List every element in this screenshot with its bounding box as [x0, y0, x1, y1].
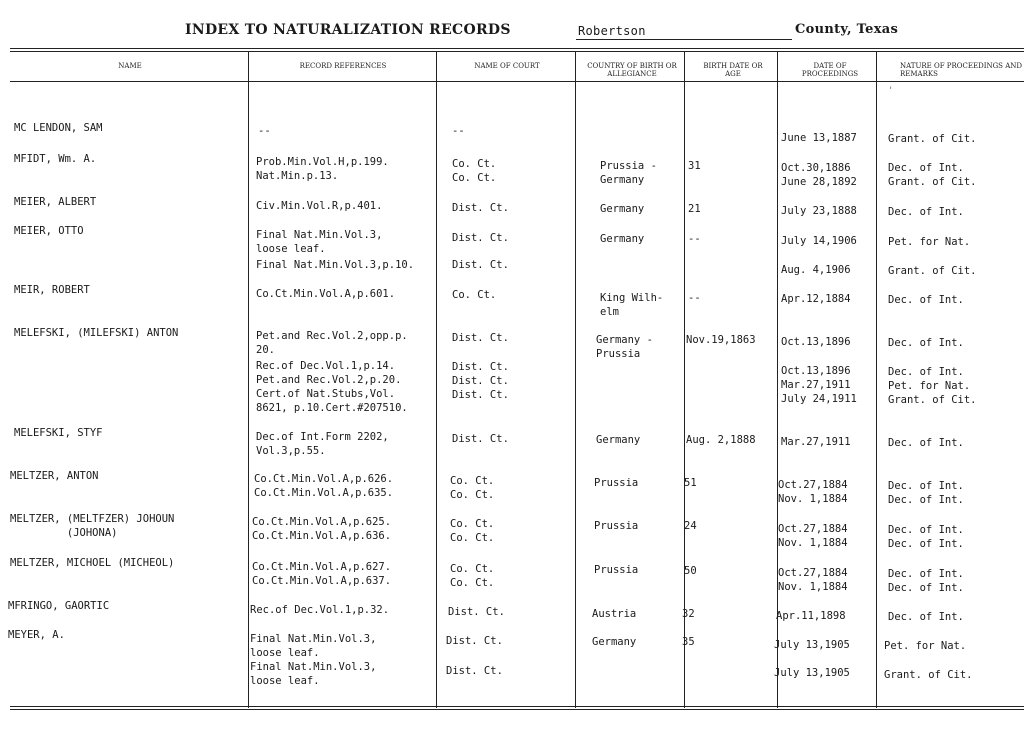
record-date: July 13,1905	[774, 639, 850, 651]
record-date: Oct.13,1896	[781, 365, 851, 377]
record-reference: Co.Ct.Min.Vol.A,p.625.	[252, 516, 392, 528]
record-reference: Final Nat.Min.Vol.3, loose leaf.	[250, 633, 377, 659]
record-country: Prussia	[594, 520, 639, 532]
record-date: Oct.30,1886	[781, 162, 851, 174]
record-country: Prussia - Germany	[600, 160, 657, 186]
record-reference: Cert.of Nat.Stubs,Vol. 8621, p.10.Cert.#207510.	[256, 388, 408, 414]
record-date: Nov. 1,1884	[778, 493, 848, 505]
record-name: MFIDT, Wm. A.	[14, 153, 97, 165]
record-birth: 51	[684, 477, 697, 489]
record-country: Prussia	[594, 564, 639, 576]
record-date: July 24,1911	[781, 393, 857, 405]
record-reference: Pet.and Rec.Vol.2,opp.p. 20.	[256, 330, 408, 356]
county-name: Robertson	[578, 24, 646, 38]
record-nature: Grant. of Cit.	[888, 394, 977, 406]
column-header-country: COUNTRY OF BIRTH OR ALLEGIANCE	[587, 62, 677, 78]
record-birth: 24	[684, 520, 697, 532]
record-reference: Co.Ct.Min.Vol.A,p.601.	[256, 288, 396, 300]
record-court: --	[452, 125, 465, 137]
table-top-rule	[10, 48, 1024, 49]
record-birth: Aug. 2,1888	[686, 434, 756, 446]
record-nature: Pet. for Nat.	[884, 640, 967, 652]
record-name: MFRINGO, GAORTIC	[8, 600, 110, 612]
record-birth: 50	[684, 565, 697, 577]
record-nature: Pet. for Nat.	[888, 380, 971, 392]
column-divider	[876, 52, 877, 708]
record-reference: Final Nat.Min.Vol.3, loose leaf.	[256, 229, 383, 255]
record-nature: Dec. of Int.	[888, 162, 964, 174]
record-court: Dist. Ct.	[452, 202, 509, 214]
record-court: Dist. Ct.	[452, 375, 509, 387]
record-reference: Dec.of Int.Form 2202, Vol.3,p.55.	[256, 431, 389, 457]
county-suffix: County, Texas	[795, 22, 899, 37]
record-birth: 31	[688, 160, 701, 172]
record-nature: Dec. of Int.	[888, 294, 964, 306]
record-court: Dist. Ct.	[452, 232, 509, 244]
stray-mark: '	[888, 86, 894, 96]
record-date: July 14,1906	[781, 235, 857, 247]
record-court: Dist. Ct.	[446, 665, 503, 677]
record-name: MEIER, ALBERT	[14, 196, 97, 208]
record-court: Dist. Ct.	[452, 332, 509, 344]
column-header-nature: NATURE OF PROCEEDINGS AND REMARKS	[900, 62, 1022, 78]
record-reference: Co.Ct.Min.Vol.A,p.635.	[254, 487, 394, 499]
record-reference: Prob.Min.Vol.H,p.199.	[256, 156, 389, 168]
record-nature: Pet. for Nat.	[888, 236, 971, 248]
record-country: Germany	[592, 636, 637, 648]
record-nature: Dec. of Int.	[888, 582, 964, 594]
record-birth: 32	[682, 608, 695, 620]
record-date: Mar.27,1911	[781, 436, 851, 448]
record-reference: --	[258, 125, 271, 137]
record-court: Co. Ct.	[452, 172, 497, 184]
table-bottom-rule	[10, 706, 1024, 707]
record-nature: Grant. of Cit.	[884, 669, 973, 681]
record-court: Co. Ct.	[450, 577, 495, 589]
record-court: Co. Ct.	[450, 518, 495, 530]
record-reference: Rec.of Dec.Vol.1,p.32.	[250, 604, 390, 616]
record-birth: --	[688, 292, 701, 304]
column-header-name: NAME	[118, 62, 142, 70]
record-birth: Nov.19,1863	[686, 334, 756, 346]
record-nature: Dec. of Int.	[888, 366, 964, 378]
record-reference: Final Nat.Min.Vol.3,p.10.	[256, 259, 415, 271]
record-country: Prussia	[594, 477, 639, 489]
record-nature: Dec. of Int.	[888, 480, 964, 492]
column-header-court: NAME OF COURT	[474, 62, 540, 70]
record-name: MELTZER, MICHOEL (MICHEOL)	[10, 557, 175, 569]
record-nature: Dec. of Int.	[888, 568, 964, 580]
record-reference: Co.Ct.Min.Vol.A,p.626.	[254, 473, 394, 485]
record-nature: Dec. of Int.	[888, 337, 964, 349]
record-date: June 13,1887	[781, 132, 857, 144]
record-nature: Dec. of Int.	[888, 538, 964, 550]
record-country: Germany	[600, 233, 645, 245]
record-date: June 28,1892	[781, 176, 857, 188]
record-birth: --	[688, 233, 701, 245]
record-court: Co. Ct.	[450, 563, 495, 575]
record-nature: Grant. of Cit.	[888, 133, 977, 145]
record-country: Germany	[596, 434, 641, 446]
record-nature: Dec. of Int.	[888, 524, 964, 536]
column-header-birth: BIRTH DATE OR AGE	[703, 62, 763, 78]
record-court: Dist. Ct.	[452, 259, 509, 271]
record-date: Nov. 1,1884	[778, 537, 848, 549]
record-reference: Nat.Min.p.13.	[256, 170, 339, 182]
record-reference: Pet.and Rec.Vol.2,p.20.	[256, 374, 402, 386]
record-nature: Grant. of Cit.	[888, 265, 977, 277]
record-reference: Civ.Min.Vol.R,p.401.	[256, 200, 383, 212]
record-birth: 35	[682, 636, 695, 648]
record-reference: Rec.of Dec.Vol.1,p.14.	[256, 360, 396, 372]
record-country: Austria	[592, 608, 637, 620]
record-name: MC LENDON, SAM	[14, 122, 103, 134]
record-date: July 13,1905	[774, 667, 850, 679]
record-country: King Wilh- elm	[600, 292, 664, 318]
record-name: MELEFSKI, (MILEFSKI) ANTON	[14, 327, 179, 339]
record-date: Oct.27,1884	[778, 567, 848, 579]
table-top-rule-inner	[10, 51, 1024, 52]
record-date: Mar.27,1911	[781, 379, 851, 391]
record-name: MELEFSKI, STYF	[14, 427, 103, 439]
record-nature: Dec. of Int.	[888, 611, 964, 623]
record-nature: Grant. of Cit.	[888, 176, 977, 188]
header-bottom-rule	[10, 81, 1024, 82]
record-reference: Co.Ct.Min.Vol.A,p.627.	[252, 561, 392, 573]
record-country: Germany	[600, 203, 645, 215]
record-date: Nov. 1,1884	[778, 581, 848, 593]
record-date: Oct.13,1896	[781, 336, 851, 348]
column-divider	[436, 52, 437, 708]
record-date: Oct.27,1884	[778, 523, 848, 535]
record-court: Dist. Ct.	[452, 433, 509, 445]
record-court: Co. Ct.	[450, 489, 495, 501]
record-date: Aug. 4,1906	[781, 264, 851, 276]
county-underline	[576, 39, 792, 40]
column-header-record-references: RECORD REFERENCES	[299, 62, 387, 70]
record-nature: Dec. of Int.	[888, 437, 964, 449]
column-divider	[248, 52, 249, 708]
record-name: MEIER, OTTO	[14, 225, 84, 237]
record-name: MELTZER, (MELTFZER) JOHOUN (JOHONA)	[10, 513, 175, 539]
record-reference: Final Nat.Min.Vol.3, loose leaf.	[250, 661, 377, 687]
record-birth: 21	[688, 203, 701, 215]
record-court: Co. Ct.	[452, 158, 497, 170]
record-court: Dist. Ct.	[448, 606, 505, 618]
record-court: Co. Ct.	[450, 532, 495, 544]
record-name: MEYER, A.	[8, 629, 65, 641]
record-court: Co. Ct.	[452, 289, 497, 301]
record-reference: Co.Ct.Min.Vol.A,p.636.	[252, 530, 392, 542]
record-name: MEIR, ROBERT	[14, 284, 90, 296]
record-date: Apr.12,1884	[781, 293, 851, 305]
record-date: Oct.27,1884	[778, 479, 848, 491]
table-bottom-rule-inner	[10, 709, 1024, 710]
record-court: Dist. Ct.	[446, 635, 503, 647]
column-divider	[575, 52, 576, 708]
record-court: Dist. Ct.	[452, 361, 509, 373]
record-nature: Dec. of Int.	[888, 206, 964, 218]
page-title: INDEX TO NATURALIZATION RECORDS	[185, 22, 511, 38]
record-country: Germany - Prussia	[596, 334, 653, 360]
column-header-date: DATE OF PROCEEDINGS	[801, 62, 859, 78]
record-court: Dist. Ct.	[452, 389, 509, 401]
record-reference: Co.Ct.Min.Vol.A,p.637.	[252, 575, 392, 587]
record-court: Co. Ct.	[450, 475, 495, 487]
record-date: July 23,1888	[781, 205, 857, 217]
record-nature: Dec. of Int.	[888, 494, 964, 506]
record-date: Apr.11,1898	[776, 610, 846, 622]
record-name: MELTZER, ANTON	[10, 470, 99, 482]
